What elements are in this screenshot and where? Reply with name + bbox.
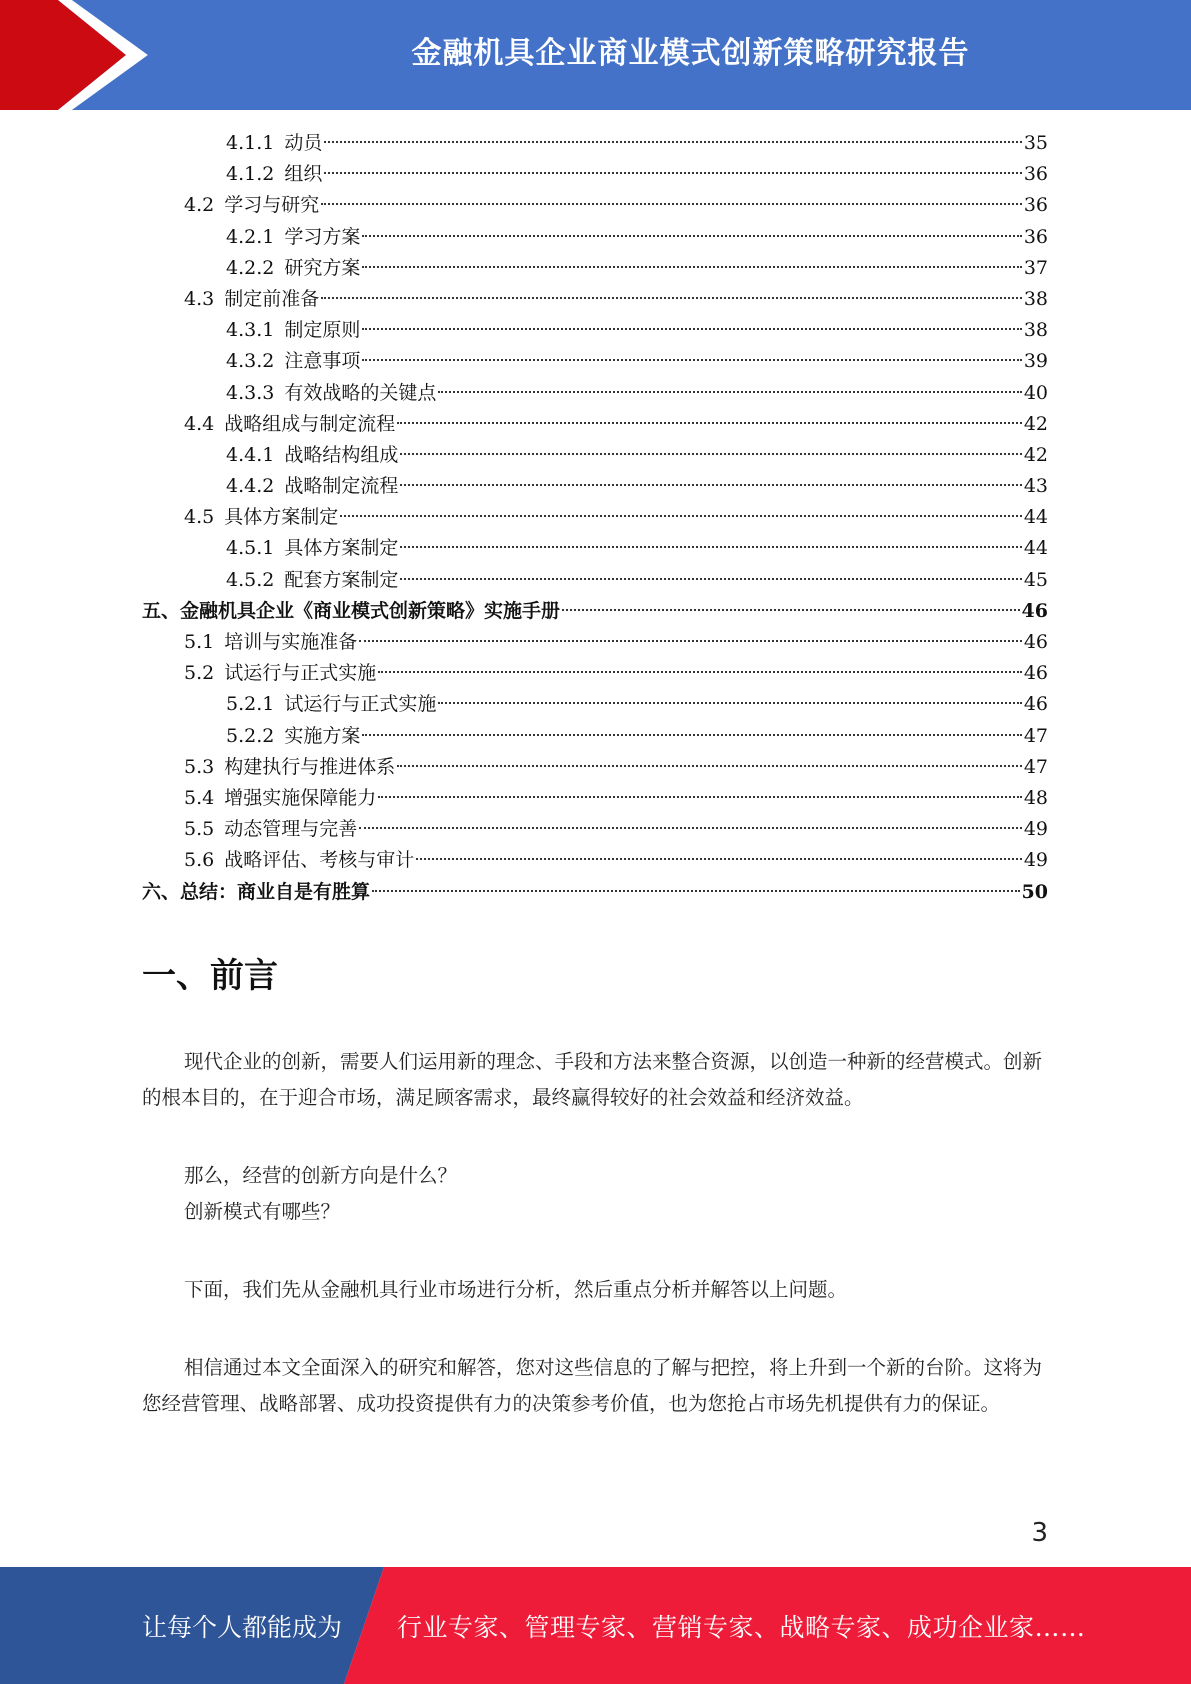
toc-entry-page: 47 <box>1023 724 1048 747</box>
toc-entry-title: 培训与实施准备 <box>224 631 358 653</box>
report-title: 金融机具企业商业模式创新策略研究报告 <box>411 36 970 71</box>
toc-entry[interactable] <box>142 658 1048 689</box>
question-line: 那么，经营的创新方向是什么？ <box>184 1164 458 1187</box>
toc-entry[interactable] <box>142 128 1048 159</box>
toc-dot-leader <box>359 827 1022 829</box>
toc-entry-page: 38 <box>1023 319 1048 342</box>
toc-entry-number: 4.4 <box>184 412 215 435</box>
toc-entry-page: 43 <box>1023 475 1048 498</box>
toc-entry[interactable] <box>142 721 1048 752</box>
toc-dot-leader <box>359 640 1022 642</box>
toc-entry-page: 45 <box>1023 568 1048 591</box>
toc-entry[interactable] <box>142 284 1048 315</box>
toc-entry-number: 4.2 <box>184 194 215 217</box>
toc-entry-number: 4.3 <box>184 287 215 310</box>
toc-entry-title: 注意事项 <box>284 350 361 373</box>
toc-entry-number: 4.1.1 <box>226 132 275 154</box>
toc-entry-number: 5.2 <box>184 662 215 685</box>
toc-entry-title: 学习与研究 <box>224 194 320 217</box>
toc-entry-title: 六、总结：商业自是有胜算 <box>142 880 371 903</box>
toc-dot-leader <box>416 858 1022 860</box>
toc-entry-number: 5.6 <box>184 849 215 872</box>
toc-entry-number: 5.3 <box>184 755 215 778</box>
toc-dot-leader <box>362 328 1021 330</box>
toc-entry-title: 配套方案制定 <box>284 568 399 591</box>
toc-entry[interactable] <box>142 814 1048 845</box>
toc-entry-page: 46 <box>1023 662 1048 685</box>
toc-entry[interactable] <box>142 752 1048 783</box>
toc-entry-number: 4.5 <box>184 506 215 529</box>
paragraph: 下面，我们先从金融机具行业市场进行分析，然后重点分析并解答以上问题。 <box>184 1278 848 1301</box>
toc-entry-title: 具体方案制定 <box>284 537 399 560</box>
toc-entry-title: 试运行与正式实施 <box>284 693 437 716</box>
toc-entry-title: 组织 <box>284 163 323 186</box>
toc-entry-page: 47 <box>1023 755 1048 778</box>
toc-entry-number: 4.4.1 <box>226 443 275 466</box>
toc-entry-page: 46 <box>1021 599 1048 622</box>
toc-entry-page: 49 <box>1023 849 1048 872</box>
toc-entry-number: 4.3.1 <box>226 319 275 342</box>
toc-entry-page: 39 <box>1023 350 1048 373</box>
toc-entry-page: 36 <box>1023 225 1048 248</box>
toc-dot-leader <box>438 702 1021 704</box>
toc-entry-title: 构建执行与推进体系 <box>224 755 396 778</box>
table-of-contents <box>142 128 1048 908</box>
paragraph: 相信通过本文全面深入的研究和解答，您对这些信息的了解与把控，将上升到一个新的台阶。这将为您经营管理、战略部署、成功投资提供有力的决策参考价值，也为您抢占市场先机提供有力的保证。 <box>142 1356 1043 1415</box>
toc-entry[interactable] <box>142 565 1048 596</box>
toc-entry-title: 增强实施保障能力 <box>224 786 377 809</box>
toc-entry[interactable] <box>142 502 1048 533</box>
toc-dot-leader <box>321 203 1022 205</box>
toc-entry-number: 4.1.2 <box>226 163 275 186</box>
toc-entry-title: 五、金融机具企业《商业模式创新策略》实施手册 <box>142 599 561 622</box>
page-header <box>0 0 1191 110</box>
toc-dot-leader <box>324 172 1021 174</box>
toc-entry-title: 有效战略的关键点 <box>284 381 437 404</box>
toc-entry[interactable] <box>142 471 1048 502</box>
toc-entry-number: 5.2.1 <box>226 693 275 716</box>
toc-entry-page: 50 <box>1021 880 1048 903</box>
toc-entry-title: 制定原则 <box>284 319 361 342</box>
toc-entry-page: 42 <box>1023 412 1048 435</box>
question-line: 创新模式有哪些？ <box>184 1200 341 1223</box>
paragraph: 现代企业的创新，需要人们运用新的理念、手段和方法来整合资源，以创造一种新的经营模式。创新的根本目的，在于迎合市场，满足顾客需求，最终赢得较好的社会效益和经济效益。 <box>142 1050 1043 1109</box>
toc-entry-number: 5.5 <box>184 818 215 841</box>
toc-dot-leader <box>340 515 1022 517</box>
toc-dot-leader <box>400 546 1021 548</box>
toc-entry-title: 具体方案制定 <box>224 506 339 529</box>
toc-dot-leader <box>397 765 1022 767</box>
toc-entry[interactable] <box>142 253 1048 284</box>
page-number: 3 <box>1031 1518 1048 1548</box>
toc-entry-number: 4.4.2 <box>226 475 275 498</box>
toc-entry-page: 40 <box>1023 381 1048 404</box>
toc-dot-leader <box>438 391 1021 393</box>
toc-entry[interactable] <box>142 159 1048 190</box>
section-body <box>142 1272 1048 1308</box>
toc-dot-leader <box>362 235 1021 237</box>
section-body <box>142 1350 1048 1422</box>
toc-entry-page: 35 <box>1023 132 1048 154</box>
toc-entry[interactable] <box>142 877 1048 908</box>
toc-entry[interactable] <box>142 627 1048 658</box>
toc-entry-number: 5.1 <box>184 631 215 653</box>
toc-dot-leader <box>378 796 1022 798</box>
toc-entry-number: 5.4 <box>184 786 215 809</box>
toc-entry-title: 战略结构组成 <box>284 443 399 466</box>
toc-dot-leader <box>562 609 1020 611</box>
toc-entry[interactable] <box>142 440 1048 471</box>
toc-entry[interactable] <box>142 409 1048 440</box>
toc-entry-page: 37 <box>1023 256 1048 279</box>
toc-entry-page: 48 <box>1023 786 1048 809</box>
toc-entry-page: 44 <box>1023 506 1048 529</box>
toc-entry-title: 研究方案 <box>284 256 361 279</box>
toc-entry[interactable] <box>142 845 1048 876</box>
toc-entry[interactable] <box>142 222 1048 253</box>
toc-entry-number: 4.5.1 <box>226 537 275 560</box>
toc-dot-leader <box>400 453 1021 455</box>
toc-entry-number: 4.3.3 <box>226 381 275 404</box>
footer-slogan-right: 行业专家、管理专家、营销专家、战略专家、成功企业家…… <box>397 1612 1086 1642</box>
toc-dot-leader <box>362 266 1021 268</box>
toc-dot-leader <box>362 734 1021 736</box>
toc-entry[interactable] <box>142 315 1048 346</box>
toc-dot-leader <box>378 671 1022 673</box>
toc-entry[interactable] <box>142 783 1048 814</box>
question-block <box>142 1158 1048 1230</box>
toc-entry-number: 4.2.1 <box>226 225 275 248</box>
toc-entry-title: 试运行与正式实施 <box>224 662 377 685</box>
toc-entry[interactable] <box>142 190 1048 221</box>
toc-dot-leader <box>324 141 1021 143</box>
toc-entry-title: 战略制定流程 <box>284 475 399 498</box>
toc-dot-leader <box>372 890 1020 892</box>
toc-entry-page: 49 <box>1023 818 1048 841</box>
section-body <box>142 1044 1048 1116</box>
toc-entry-page: 36 <box>1023 163 1048 186</box>
toc-entry-page: 46 <box>1023 693 1048 716</box>
toc-dot-leader <box>400 578 1021 580</box>
toc-entry-number: 4.3.2 <box>226 350 275 373</box>
toc-entry-title: 战略组成与制定流程 <box>224 412 396 435</box>
toc-entry-page: 46 <box>1023 631 1048 653</box>
toc-entry-title: 战略评估、考核与审计 <box>224 849 415 872</box>
toc-entry[interactable] <box>142 346 1048 377</box>
toc-entry[interactable] <box>142 378 1048 409</box>
toc-dot-leader <box>400 484 1021 486</box>
toc-entry-title: 学习方案 <box>284 225 361 248</box>
footer-slogan-left: 让每个人都能成为 <box>142 1612 343 1642</box>
toc-entry-number: 4.2.2 <box>226 256 275 279</box>
toc-entry-number: 5.2.2 <box>226 724 275 747</box>
toc-entry-page: 36 <box>1023 194 1048 217</box>
toc-entry-page: 44 <box>1023 537 1048 560</box>
toc-entry-page: 38 <box>1023 287 1048 310</box>
toc-entry-title: 实施方案 <box>284 724 361 747</box>
page-footer <box>0 1567 1191 1684</box>
toc-entry[interactable] <box>142 596 1048 627</box>
toc-dot-leader <box>362 359 1021 361</box>
toc-entry-title: 动员 <box>284 132 323 154</box>
toc-entry[interactable] <box>142 689 1048 720</box>
toc-entry-title: 制定前准备 <box>224 287 320 310</box>
toc-entry-page: 42 <box>1023 443 1048 466</box>
section-heading: 一、前言 <box>142 956 278 996</box>
toc-entry-number: 4.5.2 <box>226 568 275 591</box>
toc-entry[interactable] <box>142 533 1048 564</box>
toc-dot-leader <box>321 297 1022 299</box>
toc-entry-title: 动态管理与完善 <box>224 818 358 841</box>
toc-dot-leader <box>397 422 1022 424</box>
header-arrow-decoration <box>0 0 200 110</box>
